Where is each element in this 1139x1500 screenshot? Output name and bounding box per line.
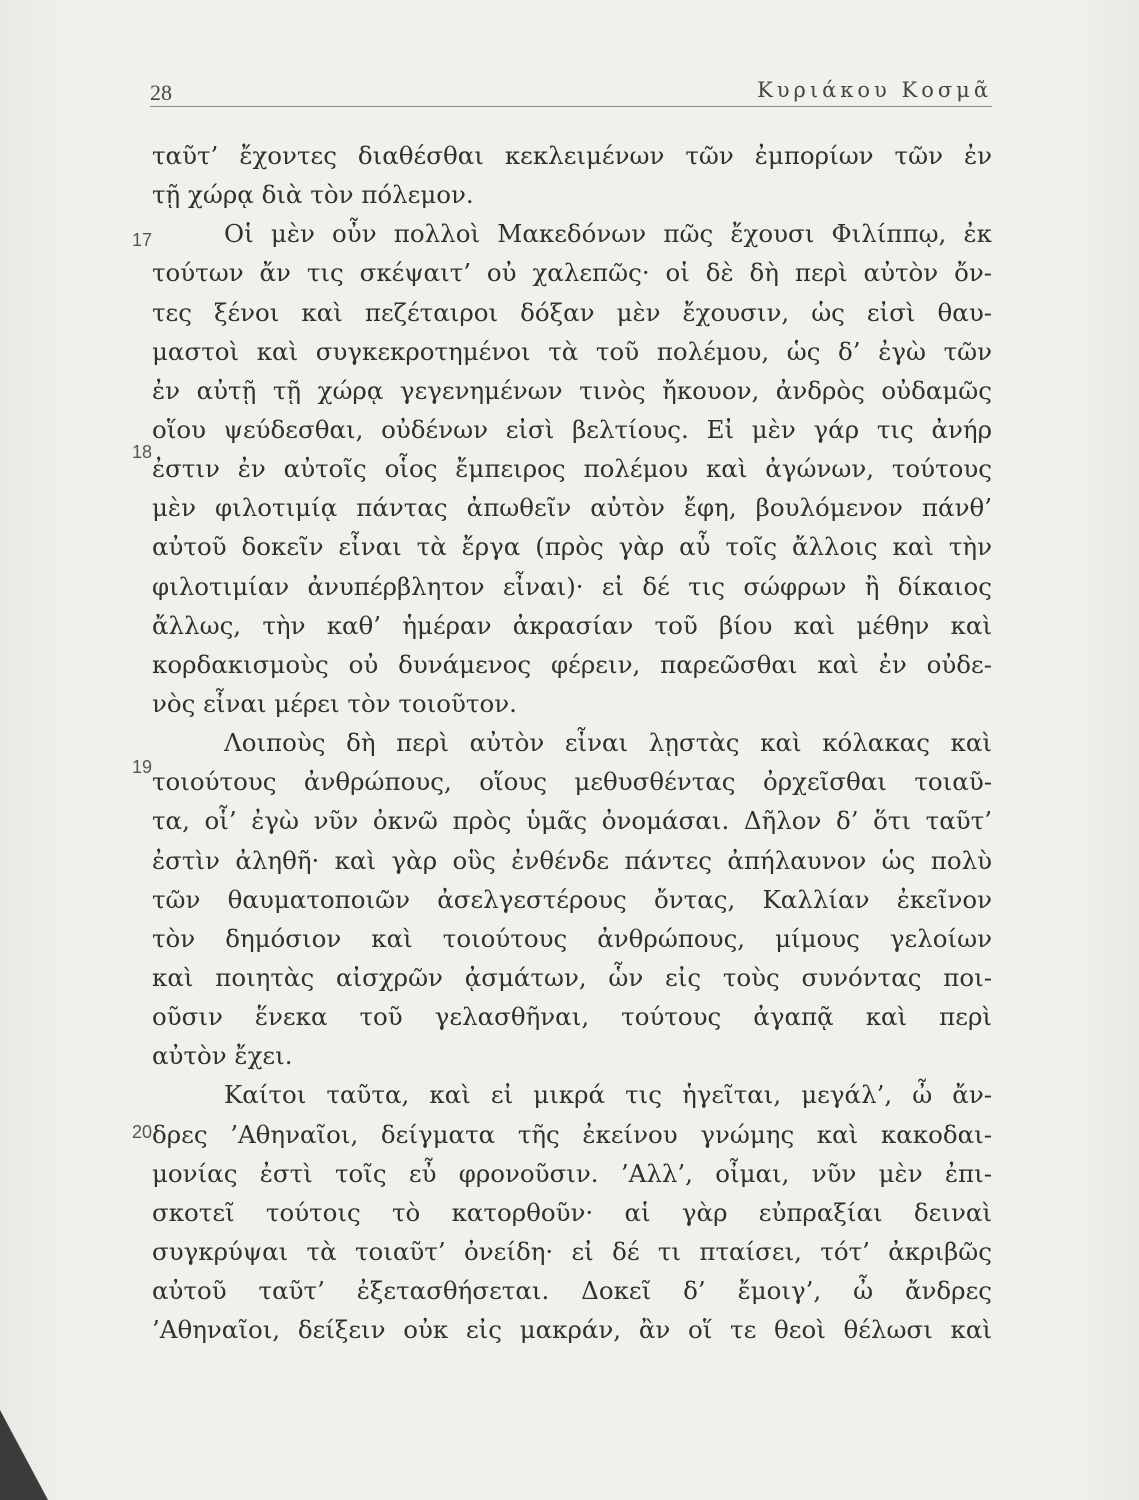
text-line: δρες ’Αθηναῖοι, δείγματα τῆς ἐκείνου γνώμης καὶ κακοδαι- xyxy=(152,1119,992,1149)
section-marker-19: 19 xyxy=(132,757,153,777)
body-text xyxy=(152,136,992,1349)
text-line: τῶν θαυματοποιῶν ἀσελγεστέρους ὄντας, Καλλίαν ἐκεῖνον xyxy=(152,884,992,914)
text-line: συγκρύψαι τὰ τοιαῦτ’ ὀνείδη· εἰ δέ τι πταίσει, τότ’ ἀκριβῶς xyxy=(152,1236,992,1266)
section-marker-17: 17 xyxy=(132,230,153,250)
page-number: 28 xyxy=(150,80,172,105)
text-line: φιλοτιμίαν ἀνυπέρβλητον εἶναι)· εἰ δέ τις σώφρων ἢ δίκαιος xyxy=(152,571,992,601)
text-line: τὸν δημόσιον καὶ τοιούτους ἀνθρώπους, μίμους γελοίων xyxy=(152,923,992,953)
text-line: τα, οἷ’ ἐγὼ νῦν ὀκνῶ πρὸς ὑμᾶς ὀνομάσαι. Δῆλον δ’ ὅτι ταῦτ’ xyxy=(152,806,992,836)
text-line: ἄλλως, τὴν καθ’ ἡμέραν ἀκρασίαν τοῦ βίου καὶ μέθην καὶ xyxy=(152,610,992,640)
text-line: αὐτοῦ ταῦτ’ ἐξετασθήσεται. Δοκεῖ δ’ ἔμοιγ’, ὦ ἄνδρες xyxy=(152,1276,992,1306)
text-line: τοιούτους ἀνθρώπους, οἵους μεθυσθέντας ὀρχεῖσθαι τοιαῦ- xyxy=(152,767,992,797)
text-line: Οἱ μὲν οὖν πολλοὶ Μακεδόνων πῶς ἔχουσι Φιλίππῳ, ἐκ xyxy=(224,219,992,249)
text-line: Καίτοι ταῦτα, καὶ εἰ μικρά τις ἡγεῖται, μεγάλ’, ὦ ἄν- xyxy=(224,1080,992,1110)
text-line: τες ξένοι καὶ πεζέταιροι δόξαν μὲν ἔχουσιν, ὡς εἰσὶ θαυ- xyxy=(152,297,992,327)
text-line: ἐν αὐτῇ τῇ χώρᾳ γεγενημένων τινὸς ἤκουον, ἀνδρὸς οὐδαμῶς xyxy=(152,375,992,405)
text-line: ’Αθηναῖοι, δείξειν οὐκ εἰς μακράν, ἂν οἵ τε θεοὶ θέλωσι καὶ xyxy=(152,1315,992,1345)
text-line: σκοτεῖ τούτοις τὸ κατορθοῦν· αἱ γὰρ εὐπραξίαι δειναὶ xyxy=(152,1197,992,1227)
text-line: οἵου ψεύδεσθαι, οὐδένων εἰσὶ βελτίους. Εἰ μὲν γάρ τις ἀνήρ xyxy=(152,414,992,444)
text-line: μονίας ἐστὶ τοῖς εὖ φρονοῦσιν. ’Αλλ’, οἶμαι, νῦν μὲν ἐπι- xyxy=(152,1158,992,1188)
text-line: αὐτὸν ἔχει. xyxy=(152,1041,293,1071)
running-title: Κυριάκου Κοσμᾶ xyxy=(757,78,992,102)
page-header xyxy=(150,70,992,107)
text-line: τῇ χώρᾳ διὰ τὸν πόλεμον. xyxy=(152,180,474,210)
text-line: καὶ ποιητὰς αἰσχρῶν ᾀσμάτων, ὧν εἰς τοὺς συνόντας ποι- xyxy=(152,962,992,992)
text-line: κορδακισμοὺς οὐ δυνάμενος φέρειν, παρεῶσθαι καὶ ἐν οὐδε- xyxy=(152,649,992,679)
text-line: ἐστιν ἐν αὐτοῖς οἷος ἔμπειρος πολέμου καὶ ἀγώνων, τούτους xyxy=(152,454,992,484)
text-line: Λοιποὺς δὴ περὶ αὐτὸν εἶναι λῃστὰς καὶ κόλακας καὶ xyxy=(224,728,992,758)
text-line: αὐτοῦ δοκεῖν εἶναι τὰ ἔργα (πρὸς γὰρ αὖ τοῖς ἄλλοις καὶ τὴν xyxy=(152,532,992,562)
section-marker-18: 18 xyxy=(132,442,153,462)
text-line: τούτων ἄν τις σκέψαιτ’ οὐ χαλεπῶς· οἱ δὲ δὴ περὶ αὐτὸν ὄν- xyxy=(152,258,992,288)
text-line: νὸς εἶναι μέρει τὸν τοιοῦτον. xyxy=(152,688,517,718)
text-line: μαστοὶ καὶ συγκεκροτημένοι τὰ τοῦ πολέμου, ὡς δ’ ἐγὼ τῶν xyxy=(152,336,992,366)
text-line: μὲν φιλοτιμίᾳ πάντας ἀπωθεῖν αὐτὸν ἔφη, βουλόμενον πάνθ’ xyxy=(152,493,992,523)
text-line: οῦσιν ἕνεκα τοῦ γελασθῆναι, τούτους ἀγαπᾷ καὶ περὶ xyxy=(152,1002,992,1032)
text-line: ἐστὶν ἀληθῆ· καὶ γὰρ οὓς ἐνθένδε πάντες ἀπήλαυνον ὡς πολὺ xyxy=(152,845,992,875)
page-corner-shadow xyxy=(0,1410,48,1500)
section-marker-20: 20 xyxy=(132,1122,153,1142)
text-line: ταῦτ’ ἔχοντες διαθέσθαι κεκλειμένων τῶν ἐμπορίων τῶν ἐν xyxy=(152,141,992,170)
